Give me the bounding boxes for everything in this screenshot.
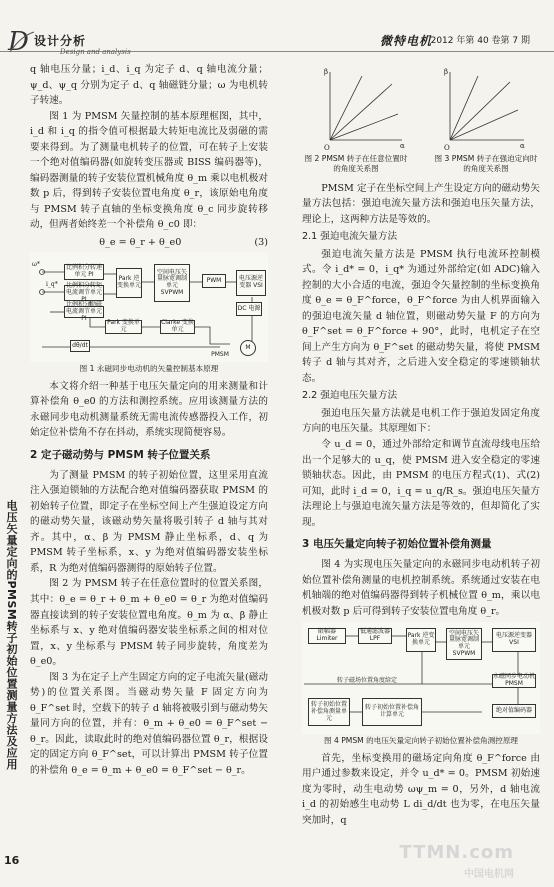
journal-title: 微特电机 <box>380 34 433 48</box>
paragraph: q 轴电压分量；i_d、i_q 为定子 d、q 轴电流分量；ψ_d、ψ_q 分别为定子 d、q 轴磁链分量；ω 为电机转子转速。 <box>30 64 268 107</box>
paragraph: 图 3 为在定子上产生固定方向的定子电流矢量(磁动势)的位置关系图。当磁动势矢量 F 固定方向为 θ_F^set 时，空载下的转子 d 轴将被吸引到与磁动势矢量同方向的位置，并有：θ_m + θ_e0 = θ_F^set − θ_r。因此，读取此时的绝对值编码器位置 θ_r，根据设定的固定方向 θ_F^set，可以计算出 PMSM 转子位置的补偿角 θ_e = θ_m + θ_e0 = θ_F^set − θ_r。 <box>30 671 268 776</box>
watermark <box>399 838 514 883</box>
figure-4 <box>302 622 540 734</box>
section-brand-sub: Design and analysis <box>60 48 131 56</box>
lpf-block: 低通滤波器 LPF <box>359 628 390 643</box>
svg-text:O: O <box>444 144 450 152</box>
label-iq-ref: i_q* <box>46 281 58 289</box>
paragraph: 令 u_d = 0，通过外部给定和调节直流母线电压给出一个足够大的 u_q，使 PMSM 进入安全稳定的零速锁轴状态。因此，由 PMSM 的电压方程式(1)、式(2)可知，此时 i_d = 0，i_q = u_q/R_s。强迫电压矢量方法理论上与强迫电流矢量方法是等效的，但却简化了实现。 <box>302 439 540 528</box>
svg-text:D: D <box>8 27 29 56</box>
paragraph: PMSM 定子在坐标空间上产生设定方向的磁动势矢量方法包括：强迫电流矢量方法和强迫电压矢量方法，理论上，这两种方法是等效的。 <box>302 182 540 225</box>
subsection-2-2-heading: 2.2 强迫电压矢量方法 <box>302 390 398 402</box>
figure-2-3-captions <box>302 154 540 175</box>
pwm-block: PWM <box>202 274 226 288</box>
derivative-block: dθ/dt <box>70 340 90 352</box>
torque-pi-block: 比例积分转矩电流调节单元 PI <box>65 282 102 303</box>
motor-symbol: M <box>240 340 256 356</box>
pmsm-label: PMSM <box>211 350 229 358</box>
svpwm-block: 空间电压矢量脉宽调制单元 SVPWM <box>446 628 482 660</box>
figure-1-caption: 图 1 永磁同步电动机的矢量控制基本原理 <box>79 364 219 374</box>
left-column <box>30 62 268 778</box>
vsi-block: 电压源逆变器 VSI <box>236 270 266 296</box>
paragraph: 图 4 为实现电压矢量定向的永磁同步电动机转子初始位置补偿角测量的电机控制系统。系统通过安装在电机轴端的绝对值编码器得到转子机械位置 θ_m，乘以电机极对数 p 后可得到转子安装位置电角度 θ_r。 <box>302 559 540 617</box>
field-angle-setpoint: 转子磁场位置角度给定 <box>336 676 397 684</box>
speed-pi-block: 比例积分转速单元 PI <box>65 264 102 279</box>
subsection-2-1-heading: 2.1 强迫电流矢量方法 <box>302 231 398 243</box>
flux-pi-block: 比例积分励磁电流调节单元 PI <box>65 301 102 322</box>
limiter-block: 限幅器 Limiter <box>308 628 346 644</box>
figure-1 <box>30 252 268 362</box>
svg-text:β: β <box>444 68 449 76</box>
paragraph: 为了测量 PMSM 的转子初始位置，这里采用直流注入强迫锁轴的方法配合绝对值编码器获取 PMSM 的初始转子位置，即定子在坐标空间上产生强迫设定方向的磁动势矢量，该磁动势矢量将吸引转子 d 轴与其对齐。其中，α、β 为 PMSM 静止坐标系，d、q 为 PMSM 转子坐标系，x、y 为绝对值编码器安装坐标系，R 为绝对值编码器测得的原始转子位置。 <box>30 469 268 574</box>
park-block: Park 变换单元 <box>105 320 142 334</box>
page-number: 16 <box>4 854 20 867</box>
issue-info: 2012 年第 40 卷第 7 期 <box>430 36 530 46</box>
paragraph: 首先，坐标变换用的磁场定向角度 θ_F^force 由用户通过参数来设定，并令 u_d* = 0。PMSM 初始速度为零时，动生电动势 ωψ_m = 0，另外，d 轴电流 i_d 的初始感生电动势 L di_d/dt 也为零，在电压矢量突加时，q <box>302 752 540 826</box>
svpwm-block: 空间电压矢量脉宽调制单元 SVPWM <box>154 264 190 302</box>
svg-text:α: α <box>400 142 405 150</box>
offset-measure-block: 转子初始位置补偿角测量单元 <box>308 698 350 726</box>
watermark-sub: 中国电机网 <box>464 869 514 881</box>
watermark-main: TTMN.com <box>399 842 514 863</box>
svg-text:α: α <box>520 142 525 150</box>
figure-2-caption: 图 2 PMSM 转子在任意位置时的角度关系图 <box>304 154 408 174</box>
right-column <box>302 62 540 828</box>
ipark-block: Park 逆变换单元 <box>406 628 436 652</box>
equation-3 <box>30 235 268 251</box>
figure-2-3-diagram <box>302 62 542 154</box>
sidebar-article-title: 电压矢量定向的PMSM转子初始位置测量方法及应用 <box>5 500 18 770</box>
vsi-block: 电压源逆变器 VSI <box>492 628 536 652</box>
clarke-block: Clarke 变换单元 <box>161 319 194 334</box>
section-brand: 设计分析 <box>34 34 87 48</box>
section-3-heading: 3 电压矢量定向转子初始位置补偿角测量 <box>302 538 492 551</box>
encoder-block: 绝对值编码器 <box>492 704 536 718</box>
figure-2-3-row <box>302 62 540 154</box>
paragraph: 图 2 为 PMSM 转子在任意位置时的位置关系图，其中：θ_e = θ_r + θ_m + θ_e0 = θ_r 为绝对值编码器直接读到的转子安装位置电角度。θ_m 为 α、β 静止坐标系与 x、y 绝对值编码器安装坐标系之间的相对位置，x、y 坐标系与 PMSM 转子同步旋转，角度差为 θ_e0。 <box>30 578 268 668</box>
section-2-heading: 2 定子磁动势与 PMSM 转子位置关系 <box>30 448 211 461</box>
paragraph: 本文将介绍一种基于电压矢量定向的用来测量和计算补偿角 θ_e0 的方法和测控系统。应用该测量方法的永磁同步电动机测量系统无需电流传感器投入工作，初始定位补偿角不存在抖动，系统实现简便容易。 <box>30 380 268 439</box>
pmsm-block: 永磁同步电动机 PMSM <box>493 673 536 688</box>
dc-block: DC 电源 <box>236 302 262 316</box>
svg-text:β: β <box>324 68 329 76</box>
equation-body: θ_e = θ_r + θ_e0 <box>99 236 182 248</box>
paragraph: 强迫电流矢量方法是 PMSM 执行电流环控制模式。令 i_d* = 0，i_q* 为通过外部给定(如 ADC)输入控制的大小合适的电流，强迫令矢量控制的坐标变换角度 θ_e = θ_F^force，θ_F^force 为由人机界面输入的强迫电流矢量 d 轴位置，则磁动势矢量 F 的方向为 θ_F^set = θ_F^force + 90°，此时，电机定子在空间上产生方向为 θ_F^set 的磁动势矢量，将使 PMSM 转子 d 轴与其对齐，之后进入安全稳定的零速锁轴状态。 <box>302 248 540 384</box>
section-logo-icon <box>6 26 36 56</box>
svg-text:O: O <box>324 144 330 152</box>
offset-calc-block: 转子初始位置补偿角计算单元 <box>362 698 422 726</box>
ipark-block: Park 逆变换单元 <box>116 268 142 298</box>
figure-4-caption: 图 4 PMSM 的电压矢量定向转子初始位置补偿角测控原理 <box>323 736 519 746</box>
label-omega-ref: ω* <box>32 261 40 269</box>
equation-number: (3) <box>254 236 268 248</box>
figure-3-caption: 图 3 PMSM 转子在强迫定向时的角度关系图 <box>434 154 538 174</box>
paragraph: 图 1 为 PMSM 矢量控制的基本原理框图，其中，i_d 和 i_q 的指令值可根据最大转矩电流比及弱磁的需要来得到。为了测量电机转子的位置，可在转子上安装一个绝对值编码器(如旋转变压器或 BISS 编码器等)，编码器测量的转子安装位置机械角度 θ_m 乘以电机极对数 p 后，得到转子安装位置电角度 θ_r，该原始电角度与 PMSM 转子直轴的坐标变换角度 θ_c 同步旋转移动，但两者始终差一个补偿角 θ_c0 即： <box>30 110 268 231</box>
page-header <box>0 30 554 56</box>
paragraph: 强迫电压矢量方法就是电机工作于强迫发固定角度方向的电压矢量。其原理如下： <box>302 407 540 435</box>
